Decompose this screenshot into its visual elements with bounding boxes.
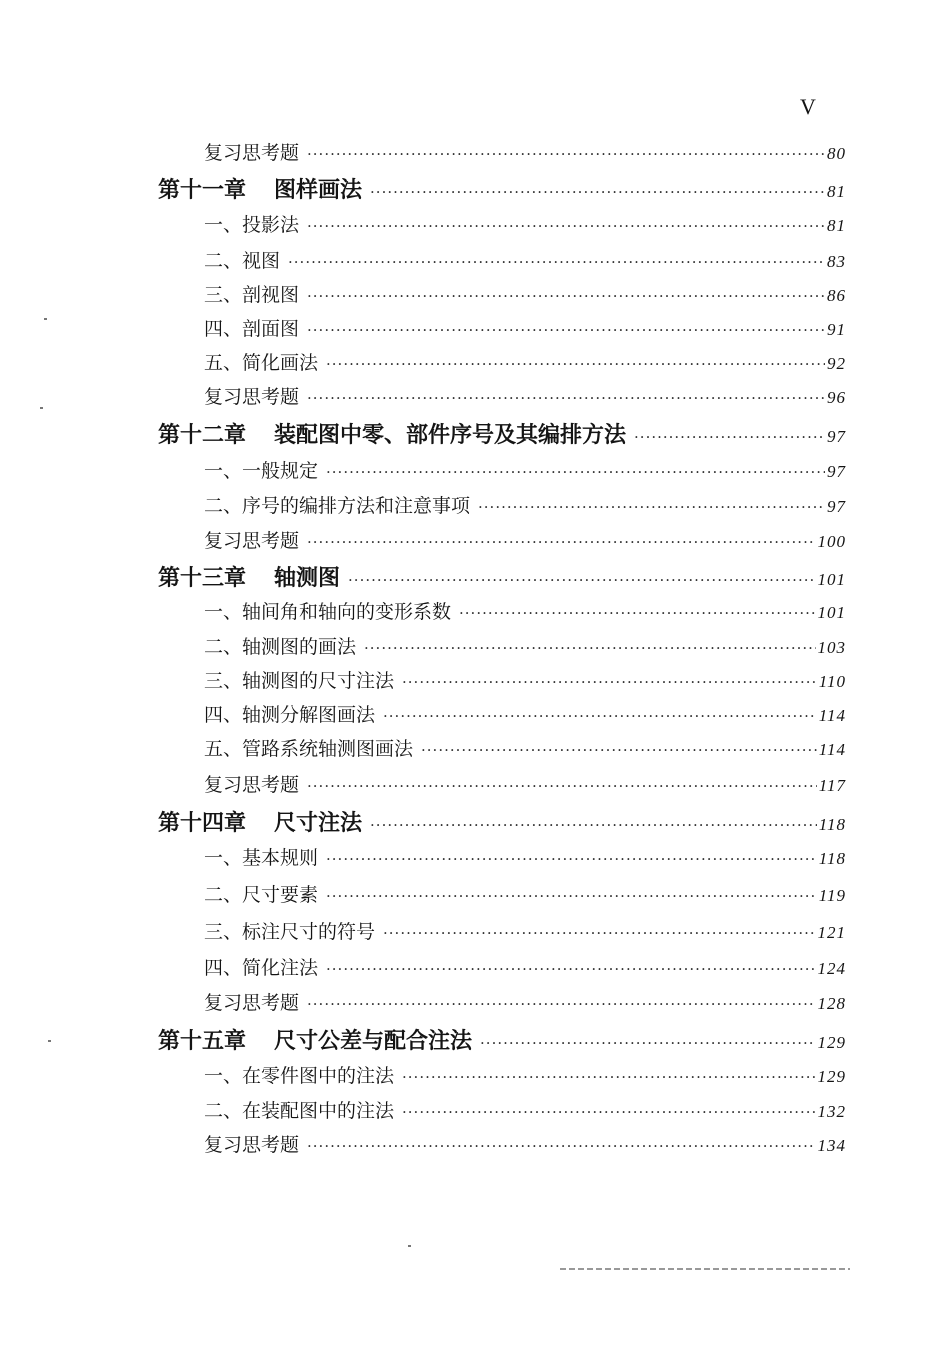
toc-leader-dots — [348, 572, 815, 589]
toc-leader-dots — [370, 184, 825, 201]
toc-section-label: 五、管路系统轴测图画法 — [204, 738, 414, 760]
toc-leader-dots — [402, 1104, 815, 1121]
toc-page-number: 81 — [827, 182, 846, 201]
toc-section-row — [204, 988, 846, 1018]
toc-section-label: 四、简化注法 — [204, 957, 319, 979]
toc-page-number: 101 — [817, 570, 846, 589]
toc-chapter-title: 轴测图 — [274, 565, 341, 591]
toc-leader-dots — [326, 851, 817, 868]
toc-page-number: 117 — [818, 776, 846, 795]
toc-section-row — [204, 597, 846, 627]
toc-page-number: 110 — [818, 672, 846, 691]
toc-leader-dots — [326, 888, 817, 905]
toc-page-number: 119 — [818, 886, 846, 905]
toc-section-label: 三、剖视图 — [204, 284, 300, 306]
page-number: V — [800, 94, 816, 119]
toc-chapter-heading — [158, 1024, 480, 1055]
toc-section-row — [204, 1130, 846, 1160]
toc-chapter-title: 尺寸注法 — [274, 810, 363, 836]
toc-chapter-title: 装配图中零、部件序号及其编排方法 — [274, 422, 627, 448]
toc-leader-dots — [402, 674, 817, 691]
toc-page-number: 96 — [827, 388, 846, 407]
toc-chapter-row — [158, 1024, 846, 1054]
toc-leader-dots — [307, 218, 825, 235]
toc-section-row — [204, 210, 846, 240]
toc-section-row — [204, 526, 846, 556]
toc-section-row — [204, 917, 846, 947]
toc-section-row — [204, 382, 846, 412]
toc-section-row — [204, 953, 846, 983]
toc-leader-dots — [307, 778, 817, 795]
toc-page-number: 97 — [827, 462, 846, 481]
toc-page-number: 100 — [817, 532, 846, 551]
toc-leader-dots — [307, 390, 825, 407]
toc-section-label: 复习思考题 — [204, 1134, 300, 1156]
scan-speck — [44, 318, 47, 320]
toc-page-number: 101 — [817, 603, 846, 622]
toc-section-row — [204, 491, 846, 521]
toc-chapter-row — [158, 418, 846, 448]
toc-chapter-number: 第十一章 — [158, 177, 247, 203]
toc-section-label: 一、基本规则 — [204, 847, 319, 869]
scan-speck — [48, 1040, 51, 1042]
toc-section-row — [204, 314, 846, 344]
toc-section-label: 三、轴测图的尺寸注法 — [204, 670, 395, 692]
toc-section-label: 二、视图 — [204, 250, 281, 272]
toc-page-number: 128 — [817, 994, 846, 1013]
toc-chapter-number: 第十二章 — [158, 422, 247, 448]
toc-section-label: 二、尺寸要素 — [204, 884, 319, 906]
toc-section-label: 一、投影法 — [204, 214, 300, 236]
toc-page-number: 92 — [827, 354, 846, 373]
toc-leader-dots — [307, 288, 825, 305]
toc-leader-dots — [307, 1138, 815, 1155]
toc-leader-dots — [307, 996, 815, 1013]
toc-section-row — [204, 880, 846, 910]
toc-chapter-number: 第十四章 — [158, 810, 247, 836]
toc-section-label: 五、简化画法 — [204, 352, 319, 374]
toc-page-number: 118 — [818, 815, 846, 834]
toc-page-number: 83 — [827, 252, 846, 271]
toc-section-row — [204, 632, 846, 662]
toc-section-label: 复习思考题 — [204, 774, 300, 796]
toc-section-row — [204, 456, 846, 486]
toc-section-row — [204, 138, 846, 168]
toc-section-row — [204, 1096, 846, 1126]
toc-leader-dots — [459, 605, 815, 622]
toc-leader-dots — [383, 708, 817, 725]
toc-page-number: 114 — [818, 706, 846, 725]
toc-page-number: 134 — [817, 1136, 846, 1155]
scan-artifact-line — [560, 1268, 850, 1270]
toc-section-row — [204, 700, 846, 730]
toc-chapter-title: 图样画法 — [274, 177, 363, 203]
toc-section-label: 复习思考题 — [204, 386, 300, 408]
toc-section-row — [204, 348, 846, 378]
toc-page-number: 91 — [827, 320, 846, 339]
toc-chapter-number: 第十五章 — [158, 1028, 247, 1054]
toc-section-label: 复习思考题 — [204, 530, 300, 552]
toc-leader-dots — [307, 322, 825, 339]
toc-leader-dots — [307, 534, 815, 551]
toc-section-row — [204, 770, 846, 800]
toc-section-row — [204, 280, 846, 310]
toc-chapter-heading — [158, 561, 348, 592]
toc-section-row — [204, 246, 846, 276]
toc-section-row — [204, 1061, 846, 1091]
toc-section-label: 二、在装配图中的注法 — [204, 1100, 395, 1122]
toc-page-number: 124 — [817, 959, 846, 978]
toc-section-label: 四、剖面图 — [204, 318, 300, 340]
toc-page-number: 97 — [827, 497, 846, 516]
toc-page-number: 86 — [827, 286, 846, 305]
toc-section-label: 一、在零件图中的注法 — [204, 1065, 395, 1087]
toc-leader-dots — [364, 640, 815, 657]
toc-leader-dots — [307, 146, 825, 163]
scan-speck — [408, 1245, 411, 1247]
toc-chapter-heading — [158, 806, 370, 837]
toc-leader-dots — [402, 1069, 815, 1086]
toc-leader-dots — [634, 429, 825, 446]
toc-section-label: 四、轴测分解图画法 — [204, 704, 376, 726]
toc-chapter-row — [158, 561, 846, 591]
toc-section-label: 三、标注尺寸的符号 — [204, 921, 376, 943]
toc-leader-dots — [326, 961, 815, 978]
toc-leader-dots — [421, 742, 817, 759]
toc-page-number: 114 — [818, 740, 846, 759]
toc-page-number: 103 — [817, 638, 846, 657]
toc-section-label: 二、序号的编排方法和注意事项 — [204, 495, 471, 517]
toc-leader-dots — [383, 925, 815, 942]
toc-leader-dots — [480, 1035, 815, 1052]
toc-chapter-heading — [158, 173, 370, 204]
toc-chapter-title: 尺寸公差与配合注法 — [274, 1028, 473, 1054]
toc-page-number: 118 — [818, 849, 846, 868]
toc-leader-dots — [288, 254, 825, 271]
toc-section-label: 复习思考题 — [204, 142, 300, 164]
toc-section-label: 一、轴间角和轴向的变形系数 — [204, 601, 452, 623]
toc-chapter-number: 第十三章 — [158, 565, 247, 591]
toc-leader-dots — [326, 356, 825, 373]
toc-page-number: 132 — [817, 1102, 846, 1121]
toc-leader-dots — [478, 499, 825, 516]
toc-section-row — [204, 734, 846, 764]
toc-page-number: 129 — [817, 1067, 846, 1086]
toc-page-number: 121 — [817, 923, 846, 942]
toc-section-label: 复习思考题 — [204, 992, 300, 1014]
toc-page-number: 81 — [827, 216, 846, 235]
toc-leader-dots — [326, 464, 825, 481]
toc-leader-dots — [370, 817, 817, 834]
toc-section-label: 一、一般规定 — [204, 460, 319, 482]
toc-section-row — [204, 843, 846, 873]
toc-section-row — [204, 666, 846, 696]
toc-page-number: 97 — [827, 427, 846, 446]
scan-speck — [40, 407, 43, 409]
toc-chapter-row — [158, 806, 846, 836]
toc-page-number: 129 — [817, 1033, 846, 1052]
toc-section-label: 二、轴测图的画法 — [204, 636, 357, 658]
toc-chapter-heading — [158, 418, 634, 449]
toc-page-number: 80 — [827, 144, 846, 163]
toc-chapter-row — [158, 173, 846, 203]
